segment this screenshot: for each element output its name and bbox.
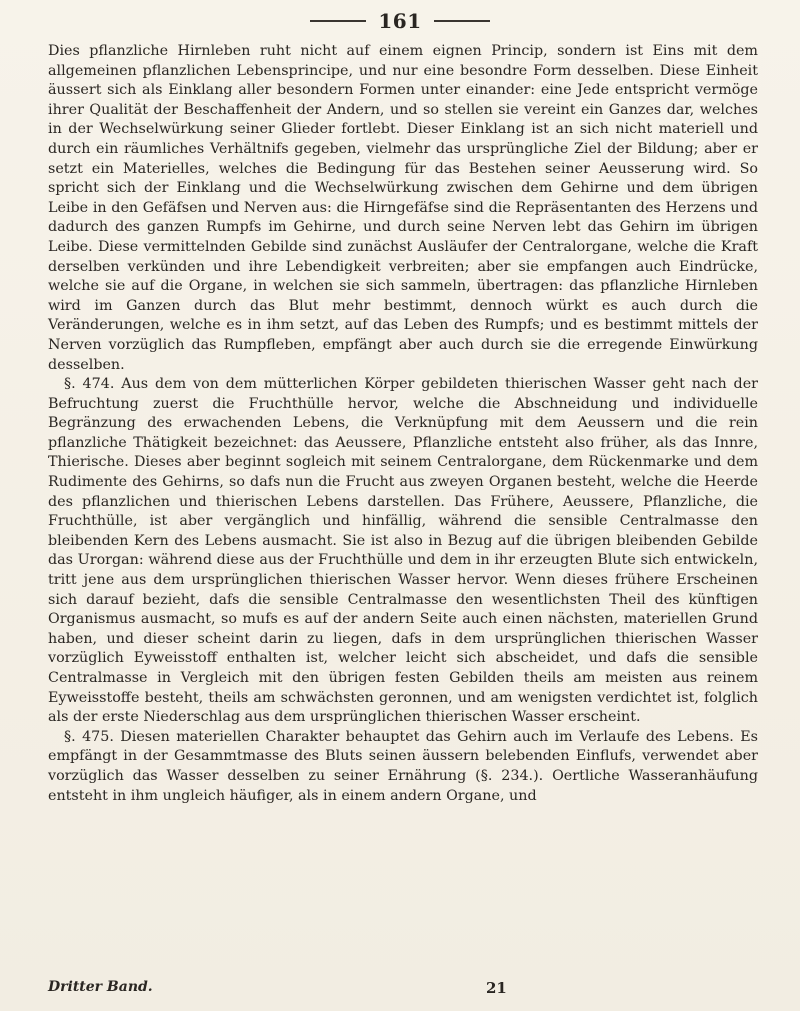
- header-rule-right: [434, 20, 490, 22]
- signature-mark: 21: [486, 979, 507, 997]
- page-footer: [48, 979, 758, 999]
- body-text: [48, 42, 758, 806]
- page-number: 161: [378, 9, 422, 33]
- paragraph-hirnleben: Dies pflanzliche Hirnleben ruht nicht auf einem eignen Princip, sondern ist Eins mit dem allgemeinen pflanzlichen Lebensprincipe, und nur eine besondre Form desselben. Diese Einheit äussert sich als Einklang aller besondern Formen unter einander: eine Jede entspricht vermöge ihrer Qualität der Beschaffenheit der Andern, und so stellen sie vereint ein Ganzes dar, welches in der Wechselwürkung seiner Glieder fortlebt. Dieser Einklang ist an sich nicht materiell und durch ein räumliches Verhältnifs gegeben, vielmehr das ursprüngliche Ziel der Bildung; aber er setzt ein Materielles, welches die Bedingung für das Bestehen seiner Aeusserung wird. So spricht sich der Einklang und die Wechselwürkung zwischen dem Gehirne und dem übrigen Leibe in den Gefäfsen und Nerven aus: die Hirngefäfse sind die Repräsentanten des Herzens und dadurch des ganzen Rumpfs im Gehirne, und durch seine Nerven lebt das Gehirn im übrigen Leibe. Diese vermittelnden Gebilde sind zunächst Ausläufer der Centralorgane, welche die Kraft derselben verkünden und ihre Lebendigkeit verbreiten; aber sie empfangen auch Eindrücke, welche sie auf die Organe, in welchen sie sich sammeln, übertragen: das pflanzliche Hirnleben wird im Ganzen durch das Blut mehr bestimmt, dennoch würkt es auch durch die Veränderungen, welche es in ihm setzt, auf das Leben des Rumpfs; und es bestimmt mittels der Nerven vorzüglich das Rumpfleben, empfängt aber auch durch sie die erregende Einwürkung desselben.: [48, 43, 758, 373]
- volume-label: Dritter Band.: [48, 979, 153, 995]
- paragraph-section-474: §. 474. Aus dem von dem mütterlichen Körper gebildeten thierischen Wasser geht nach der Befruchtung zuerst die Fruchthülle hervor, welche die Abschneidung und individuelle Begränzung des erwachenden Lebens, die Verknüpfung mit dem Aeussern und die rein pflanzliche Thätigkeit bezeichnet: das Aeussere, Pflanzliche entsteht also früher, als das Innre, Thierische. Dieses aber beginnt sogleich mit seinem Centralorgane, dem Rückenmarke und dem Rudimente des Gehirns, so dafs nun die Frucht aus zweyen Organen besteht, welche die Heerde des pflanzlichen und thierischen Lebens darstellen. Das Frühere, Aeussere, Pflanzliche, die Fruchthülle, ist aber vergänglich und hinfällig, während die sensible Centralmasse den bleibenden Kern des Lebens ausmacht. Sie ist also in Bezug auf die übrigen bleibenden Gebilde das Urorgan: während diese aus der Fruchthülle und dem in ihr erzeugten Blute sich entwickeln, tritt jene aus dem ursprünglichen thierischen Wasser hervor. Wenn dieses frühere Erscheinen sich darauf bezieht, dafs die sensible Centralmasse den wesentlichsten Theil des künftigen Organismus ausmacht, so mufs es auf der andern Seite auch einen nächsten, materiellen Grund haben, und dieser scheint darin zu liegen, dafs in dem ursprünglichen thierischen Wasser vorzüglich Eyweisstoff enthalten ist, welcher leicht sich abscheidet, und dafs die sensible Centralmasse in Vergleich mit den übrigen festen Gebilden theils am meisten aus reinem Eyweisstoffe besteht, theils am schwächsten geronnen, und am wenigsten verdichtet ist, folglich als der erste Niederschlag aus dem ursprünglichen thierischen Wasser erscheint.: [48, 376, 758, 726]
- paragraph-section-475: §. 475. Diesen materiellen Charakter behauptet das Gehirn auch im Verlaufe des Lebens. Es empfängt in der Gesammtmasse des Bluts seinen äussern belebenden Einflufs, verwendet aber vorzüglich das Wasser desselben zu seiner Ernährung (§. 234.). Oertliche Wasseranhäufung entsteht in ihm ungleich häufiger, als in einem andern Organe, und: [48, 728, 758, 804]
- page-header: [0, 8, 800, 34]
- header-rule-left: [310, 20, 366, 22]
